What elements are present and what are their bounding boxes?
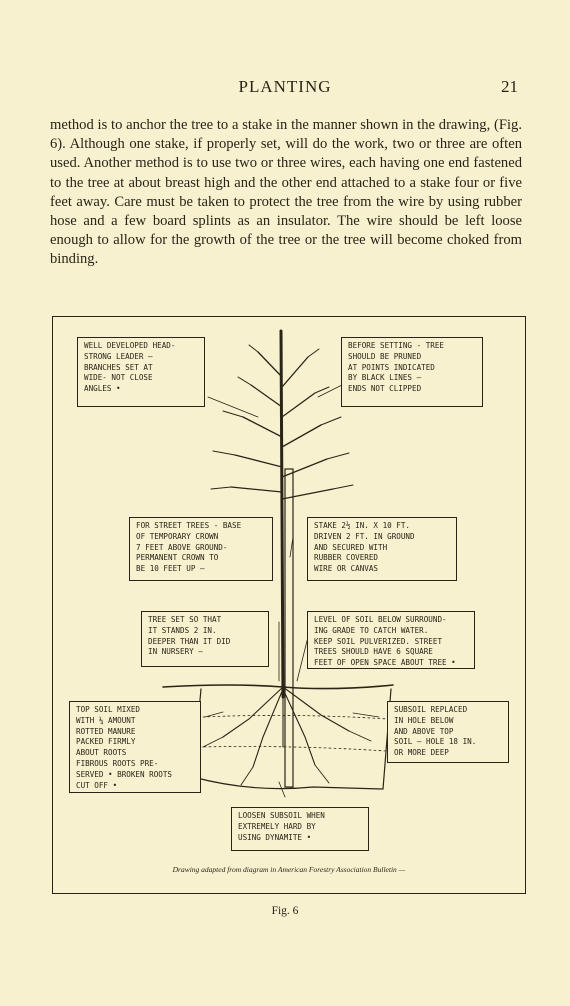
label-loosen-subsoil: LOOSEN SUBSOIL WHEN EXTREMELY HARD BY USING DYNAMITE • xyxy=(231,807,369,851)
body-paragraph: method is to anchor the tree to a stake in the manner shown in the drawing, (Fig. 6). Although one stake, if properly set, will do the work, two or three are often used. Another method is to use two or three wires, each having one end fastened to the tree at about breast high and the other end attached to a stake four or five feet away. Care must be taken to protect the tree from the wire by using rubber hose and a few board splints as an insulator. The wire should be left loose enough to allow for the growth of the tree or the tree will become choked from binding. xyxy=(50,117,522,268)
label-level-of-soil: LEVEL OF SOIL BELOW SURROUND- ING GRADE TO CATCH WATER. KEEP SOIL PULVERIZED. STREET TREES SHOULD HAVE 6 SQUARE FEET OF OPEN SPACE ABOUT TREE • xyxy=(307,611,475,669)
label-subsoil-replaced: SUBSOIL REPLACED IN HOLE BELOW AND ABOVE TOP SOIL — HOLE 18 IN. OR MORE DEEP xyxy=(387,701,509,763)
label-well-developed-head: WELL DEVELOPED HEAD- STRONG LEADER — BRANCHES SET AT WIDE- NOT CLOSE ANGLES • xyxy=(77,337,205,407)
page-header xyxy=(0,77,570,99)
figure-caption: Fig. 6 xyxy=(271,905,299,917)
running-title: PLANTING xyxy=(238,77,332,96)
label-stake: STAKE 2½ IN. X 10 FT. DRIVEN 2 FT. IN GROUND AND SECURED WITH RUBBER COVERED WIRE OR CANVAS xyxy=(307,517,457,581)
label-before-setting: BEFORE SETTING - TREE SHOULD BE PRUNED AT POINTS INDICATED BY BLACK LINES — ENDS NOT CLIPPED xyxy=(341,337,483,407)
label-top-soil: TOP SOIL MIXED WITH ¼ AMOUNT ROTTED MANURE PACKED FIRMLY ABOUT ROOTS FIBROUS ROOTS PRE- SERVED • BROKEN ROOTS CUT OFF • xyxy=(69,701,201,793)
label-street-trees: FOR STREET TREES - BASE OF TEMPORARY CROWN 7 FEET ABOVE GROUND- PERMANENT CROWN TO BE 10 FEET UP — xyxy=(129,517,273,581)
figure-credit: Drawing adapted from diagram in American Forestry Association Bulletin — xyxy=(172,865,406,874)
page-number: 21 xyxy=(501,77,518,96)
label-tree-set: TREE SET SO THAT IT STANDS 2 IN. DEEPER THAN IT DID IN NURSERY — xyxy=(141,611,269,667)
planting-diagram xyxy=(52,316,526,894)
